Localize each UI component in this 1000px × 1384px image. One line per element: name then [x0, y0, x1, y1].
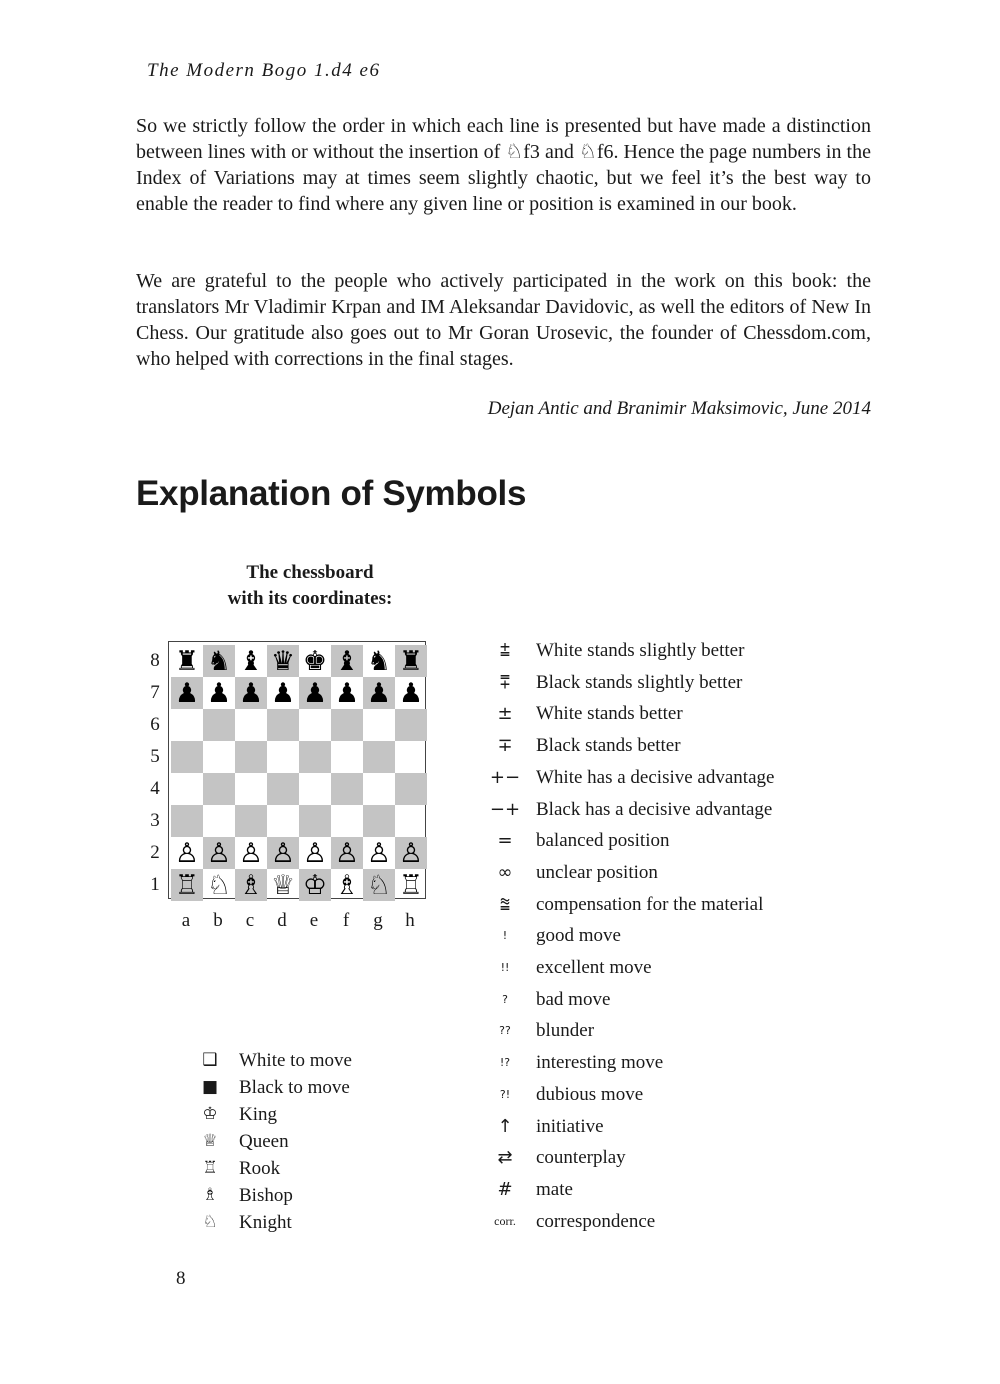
symbol-glyph: ± [497, 703, 513, 725]
knight-icon: ♘ [202, 1212, 218, 1232]
symbol-glyph: ! [502, 929, 508, 943]
file-label: g [373, 910, 383, 931]
king-icon: ♔ [202, 1104, 218, 1124]
board-square: ♜ [174, 645, 200, 677]
symbol-row [486, 920, 886, 951]
board-square [267, 741, 299, 773]
board-square [299, 709, 331, 741]
symbol-glyph: ⩲ [499, 640, 511, 661]
legend-label: Bishop [239, 1185, 293, 1206]
board-square: ♙ [366, 837, 392, 869]
rank-label: 2 [150, 842, 160, 863]
symbol-glyph: = [497, 830, 513, 852]
section-heading: Explanation of Symbols [136, 474, 527, 513]
board-square [267, 773, 299, 805]
symbol-meaning: initiative [536, 1115, 604, 1137]
board-square [235, 741, 267, 773]
symbol-row [486, 667, 886, 698]
symbol-glyph: ?! [499, 1087, 511, 1101]
symbol-row [486, 952, 886, 983]
symbol-meaning: White stands slightly better [536, 640, 745, 661]
board-square: ♞ [203, 645, 235, 677]
symbol-meaning: excellent move [536, 957, 652, 978]
board-square: ♙ [203, 837, 235, 869]
board-square: ♙ [331, 837, 363, 869]
board-caption-line: The chessboard [246, 562, 374, 583]
board-square [267, 805, 299, 837]
board-square: ♟ [171, 677, 203, 709]
rank-label: 6 [150, 714, 160, 735]
symbol-row [486, 762, 886, 793]
board-square: ♙ [302, 837, 328, 869]
board-square [331, 741, 363, 773]
legend-label: Black to move [239, 1077, 350, 1098]
board-square: ♛ [267, 645, 299, 677]
board-square: ♙ [238, 837, 264, 869]
rook-icon: ♖ [202, 1158, 218, 1178]
board-square: ♟ [270, 677, 296, 709]
symbol-meaning: interesting move [536, 1052, 664, 1074]
symbol-meaning: blunder [536, 1020, 595, 1042]
legend-label: King [239, 1104, 277, 1125]
symbol-glyph: +− [489, 766, 521, 788]
board-square: ♟ [299, 677, 331, 709]
file-label: d [277, 910, 287, 931]
symbol-glyph: ?? [499, 1024, 511, 1038]
rank-label: 7 [150, 682, 160, 703]
symbol-row [486, 1111, 886, 1142]
rank-label: 5 [150, 746, 160, 767]
board-caption [180, 560, 440, 612]
legend-label: Knight [239, 1212, 292, 1233]
symbol-glyph: ↑ [497, 1115, 513, 1137]
symbol-row [486, 857, 886, 888]
board-square [299, 741, 331, 773]
board-square [331, 709, 363, 741]
board-square [331, 773, 363, 805]
board-square [395, 741, 427, 773]
board-square [171, 773, 203, 805]
board-square: ♙ [267, 837, 299, 869]
white-to-move-icon: ❑ [202, 1050, 218, 1070]
symbol-meaning: Black stands better [536, 735, 681, 757]
file-label: c [245, 910, 255, 931]
legend-label: Queen [239, 1131, 289, 1152]
symbol-glyph: −+ [489, 798, 521, 820]
file-label: f [342, 910, 350, 931]
file-label: b [213, 910, 223, 931]
board-square [235, 805, 267, 837]
board-square [299, 805, 331, 837]
board-square [267, 709, 299, 741]
board-square [171, 709, 203, 741]
board-square: ♔ [299, 869, 331, 901]
board-square [203, 805, 235, 837]
symbol-row [486, 794, 886, 825]
board-square: ♘ [363, 869, 395, 901]
symbol-row [486, 1047, 886, 1078]
rank-label: 1 [150, 874, 160, 895]
symbol-meaning: balanced position [536, 830, 670, 852]
symbol-glyph: # [497, 1178, 513, 1200]
symbol-glyph: !? [499, 1056, 511, 1070]
bishop-icon: ♗ [202, 1185, 218, 1205]
symbol-meaning: White has a decisive advantage [536, 766, 775, 788]
board-square: ♖ [171, 869, 203, 901]
board-square: ♟ [363, 677, 395, 709]
symbol-meaning: mate [536, 1178, 573, 1200]
board-square [203, 709, 235, 741]
symbol-glyph: ⩱ [499, 671, 511, 693]
symbol-row [486, 1174, 886, 1205]
symbol-glyph: !! [500, 961, 510, 974]
board-square [203, 741, 235, 773]
board-square [363, 709, 395, 741]
symbol-glyph: ∞ [497, 861, 513, 883]
board-square: ♖ [398, 869, 424, 901]
board-square: ♗ [235, 869, 267, 901]
board-square: ♝ [238, 645, 264, 677]
queen-icon: ♕ [202, 1131, 218, 1151]
symbol-meaning: White stands better [536, 703, 683, 725]
symbol-row [486, 889, 886, 920]
symbol-row [486, 635, 886, 666]
symbol-glyph: ? [502, 992, 508, 1006]
symbol-meaning: counterplay [536, 1147, 626, 1169]
rank-label: 8 [150, 650, 160, 671]
symbol-meaning: dubious move [536, 1083, 644, 1105]
board-square: ♟ [334, 677, 360, 709]
file-label: a [181, 910, 191, 931]
symbol-row [486, 1079, 886, 1110]
symbol-glyph: corr. [494, 1213, 516, 1228]
rank-label: 3 [150, 810, 160, 831]
author-signature: Dejan Antic and Branimir Maksimovic, June 2014 [487, 398, 871, 419]
rank-label: 4 [150, 778, 160, 799]
board-square [171, 805, 203, 837]
symbol-meaning: Black has a decisive advantage [536, 798, 773, 820]
board-square: ♞ [366, 645, 392, 677]
symbol-row [486, 698, 886, 729]
symbol-glyph: ⇄ [497, 1147, 513, 1169]
board-square [395, 709, 427, 741]
board-square [363, 805, 395, 837]
symbol-row [486, 984, 886, 1015]
symbol-meaning: Black stands slightly better [536, 671, 743, 693]
symbol-meaning: bad move [536, 988, 611, 1010]
symbol-row [486, 825, 886, 856]
legend-label: Rook [239, 1158, 281, 1179]
symbol-row [486, 1206, 886, 1237]
board-square: ♚ [302, 645, 328, 677]
board-square [203, 773, 235, 805]
body-paragraph: We are grateful to the people who actively participated in the work on this book: the translators Mr Vladimir Krpan and IM Aleksandar Davidovic, as well the editors of New In Chess. Our gratitude also goes out to Mr Goran Urosevic, the founder of Chessdom.com, who helped with corrections in the final stages. [136, 270, 871, 370]
symbol-row [486, 1142, 886, 1173]
board-square: ♟ [398, 677, 424, 709]
running-head: The Modern Bogo 1.d4 e6 [147, 60, 381, 81]
board-square: ♟ [206, 677, 232, 709]
file-label: h [405, 910, 415, 931]
board-square [363, 773, 395, 805]
file-label: e [309, 910, 319, 931]
symbol-row [486, 1015, 886, 1046]
symbol-glyph: ⩰ [499, 893, 511, 915]
board-caption-line: with its coordinates: [227, 588, 393, 609]
page-number: 8 [176, 1268, 186, 1289]
board-square [363, 741, 395, 773]
board-square: ♗ [334, 869, 360, 901]
black-to-move-icon: ■ [201, 1077, 219, 1097]
board-square [395, 805, 427, 837]
symbol-meaning: good move [536, 925, 621, 947]
board-square: ♙ [174, 837, 200, 869]
board-square: ♕ [270, 869, 296, 901]
board-square [235, 773, 267, 805]
body-paragraph: So we strictly follow the order in which each line is presented but have made a distinction between lines with or without the insertion of ♘f3 and ♘f6. Hence the page numbers in the Index of Variations may at times seem slightly chaotic, but we feel it’s the best way to enable the reader to find where any given line or position is examined in our book. [136, 115, 871, 215]
board-square [171, 741, 203, 773]
symbol-meaning: unclear position [536, 861, 658, 883]
symbol-row [486, 730, 886, 761]
symbol-meaning: compensation for the material [536, 893, 764, 915]
board-square: ♟ [235, 677, 267, 709]
legend-label: White to move [239, 1050, 352, 1071]
board-square [395, 773, 427, 805]
board-square [299, 773, 331, 805]
board-square: ♜ [395, 645, 427, 677]
symbol-meaning: correspondence [536, 1210, 656, 1232]
board-square [331, 805, 363, 837]
chessboard-diagram [168, 641, 426, 899]
board-square: ♝ [331, 645, 363, 677]
board-square: ♙ [395, 837, 427, 869]
board-square [235, 709, 267, 741]
symbol-glyph: ∓ [497, 735, 513, 757]
board-square: ♘ [206, 869, 232, 901]
